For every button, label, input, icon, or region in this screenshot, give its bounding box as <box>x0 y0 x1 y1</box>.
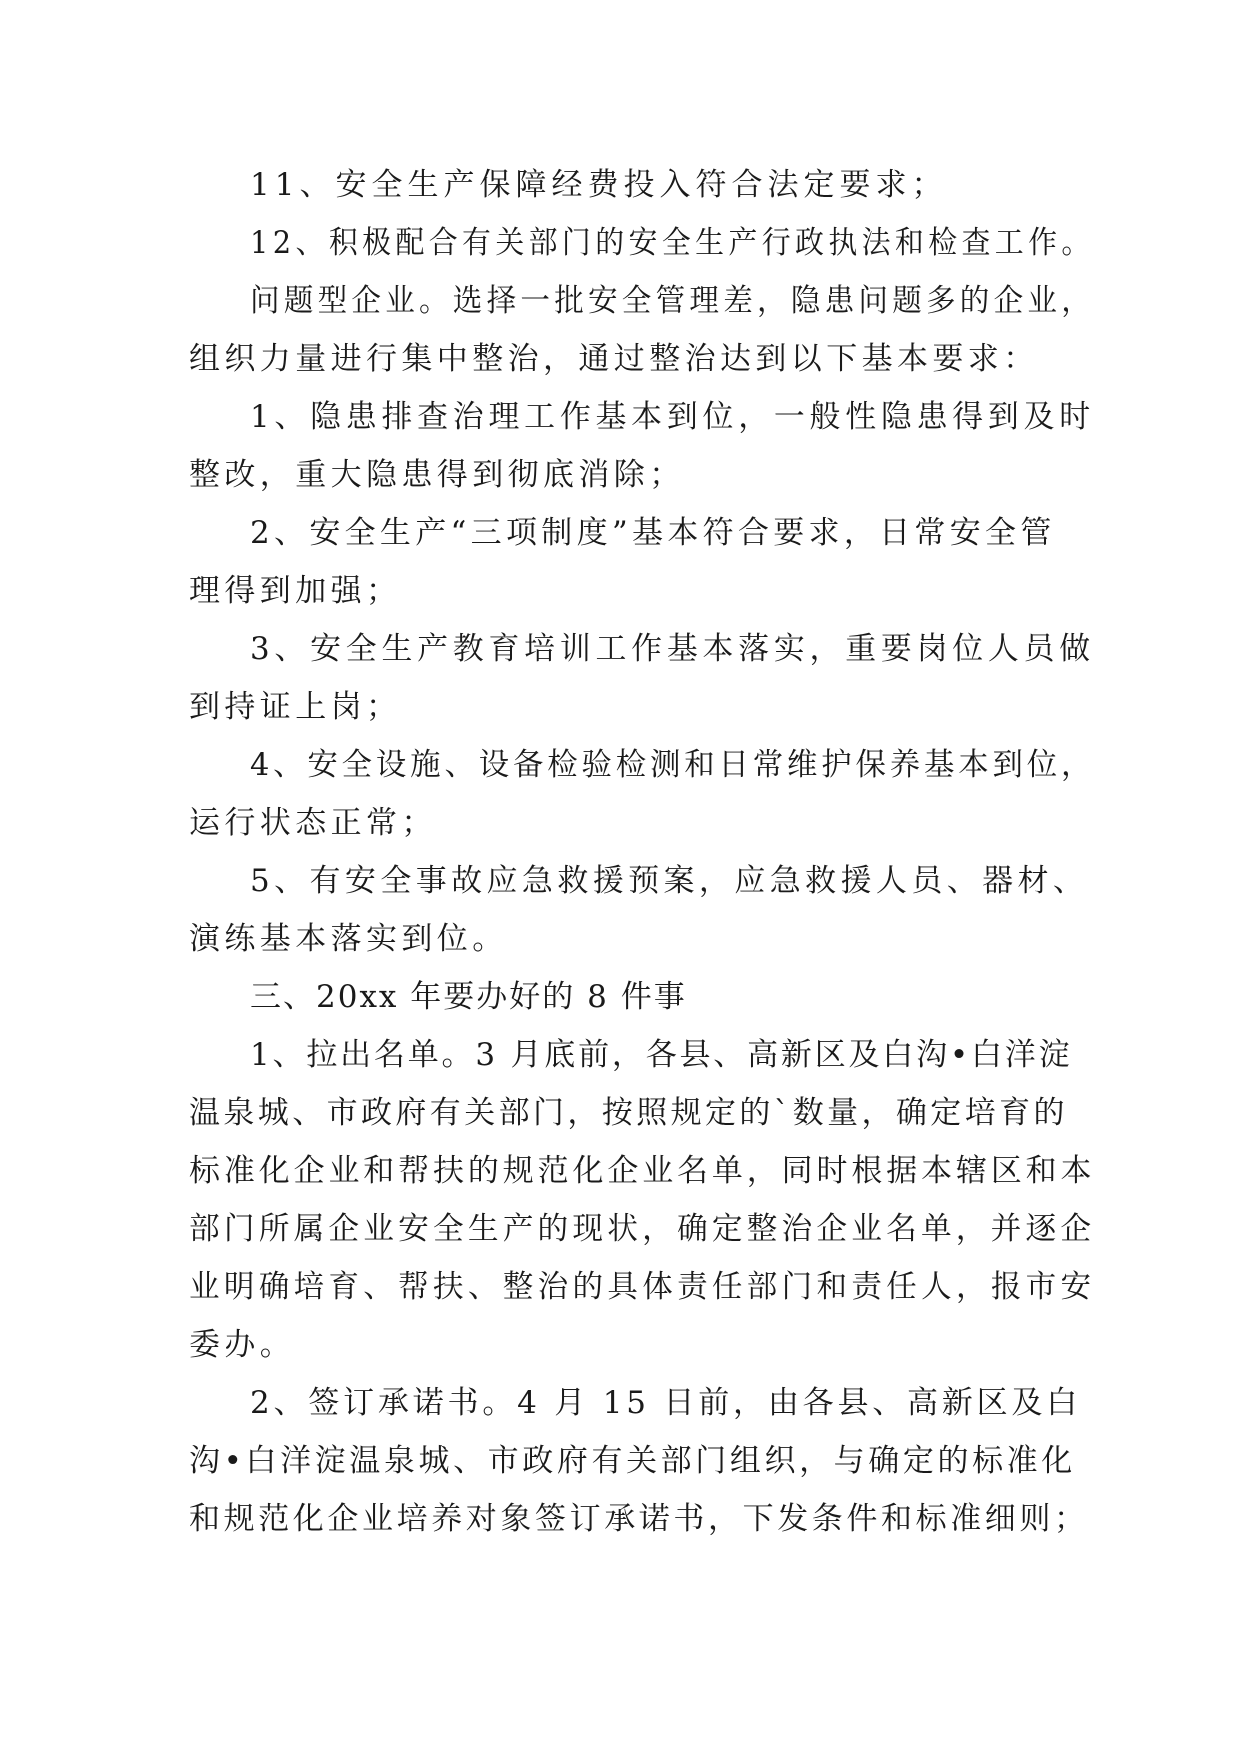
paragraph-line: 运行状态正常； <box>189 805 437 841</box>
paragraph-line: 整改，重大隐患得到彻底消除； <box>189 457 685 493</box>
paragraph-line: 到持证上岗； <box>189 689 402 725</box>
paragraph-line: 和规范化企业培养对象签订承诺书，下发条件和标准细则； <box>189 1501 1089 1537</box>
paragraph-line: 5、有安全事故应急救援预案，应急救援人员、器材、 <box>250 863 1089 899</box>
paragraph-line: 业明确培育、帮扶、整治的具体责任部门和责任人，报市安 <box>189 1269 1096 1305</box>
paragraph-line: 2、签订承诺书。4 月 15 日前，由各县、高新区及白 <box>250 1385 1082 1421</box>
paragraph-line: 1、隐患排查治理工作基本到位，一般性隐患得到及时 <box>250 399 1095 435</box>
paragraph-line: 沟•白洋淀温泉城、市政府有关部门组织，与确定的标准化 <box>189 1443 1076 1479</box>
paragraph-line: 理得到加强； <box>189 573 402 609</box>
paragraph-line: 温泉城、市政府有关部门，按照规定的`数量，确定培育的 <box>189 1095 1068 1131</box>
paragraph-line: 11、安全生产保障经费投入符合法定要求； <box>250 167 948 203</box>
paragraph-line: 问题型企业。选择一批安全管理差，隐患问题多的企业， <box>250 283 1095 319</box>
paragraph-line: 1、拉出名单。3 月底前，各县、高新区及白沟•白洋淀 <box>250 1037 1073 1073</box>
paragraph-line: 标准化企业和帮扶的规范化企业名单，同时根据本辖区和本 <box>189 1153 1096 1189</box>
paragraph-line: 组织力量进行集中整治，通过整治达到以下基本要求： <box>189 341 1039 377</box>
paragraph-line: 2、安全生产“三项制度”基本符合要求，日常安全管 <box>250 515 1056 551</box>
paragraph-line: 3、安全生产教育培训工作基本落实，重要岗位人员做 <box>250 631 1095 667</box>
paragraph-line: 部门所属企业安全生产的现状，确定整治企业名单，并逐企 <box>189 1211 1096 1247</box>
paragraph-line: 委办。 <box>189 1327 296 1363</box>
section-heading: 三、20xx 年要办好的 8 件事 <box>250 979 687 1015</box>
paragraph-line: 12、积极配合有关部门的安全生产行政执法和检查工作。 <box>250 225 1095 261</box>
paragraph-line: 4、安全设施、设备检验检测和日常维护保养基本到位， <box>250 747 1096 783</box>
paragraph-line: 演练基本落实到位。 <box>189 921 508 957</box>
